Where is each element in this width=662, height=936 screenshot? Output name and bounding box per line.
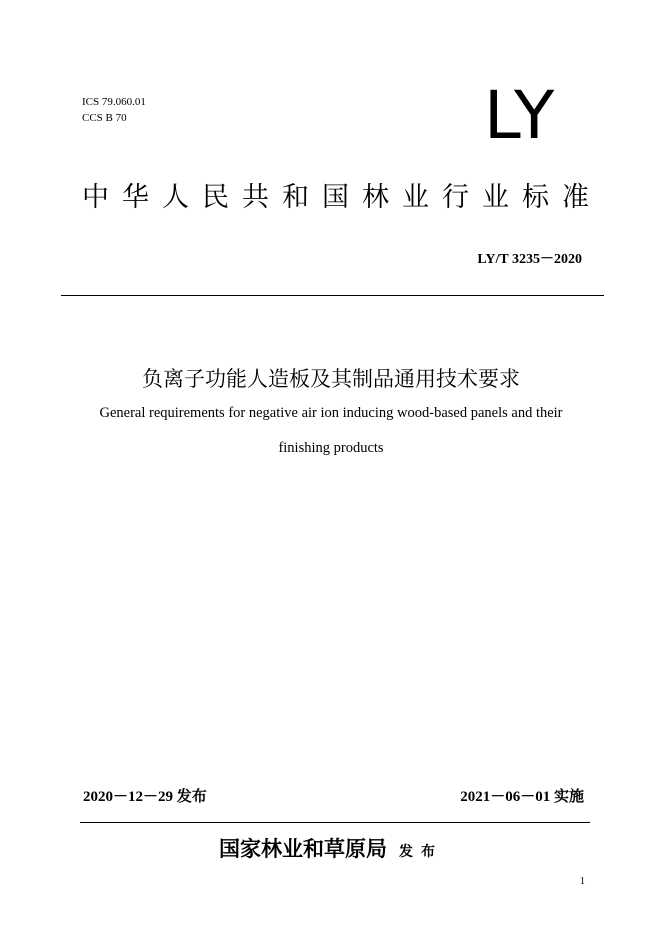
issue-date-value: 2020－12－29 [83, 789, 174, 805]
issuing-authority [0, 833, 662, 863]
page-number: 1 [580, 876, 585, 887]
standard-number: LY/T 3235－2020 [477, 252, 582, 267]
implementation-date [460, 785, 584, 806]
document-title-en-line1: General requirements for negative air ion inducing wood-based panels and their [99, 405, 563, 421]
issue-date-label: 发布 [176, 787, 207, 805]
implementation-date-value: 2021－06－01 [460, 789, 551, 805]
classification-codes [82, 94, 146, 126]
document-title-zh: 负离子功能人造板及其制品通用技术要求 [142, 367, 520, 391]
standard-category-title: 中华人民共和国林业行业标准 [82, 182, 602, 213]
ics-code: ICS 79.060.01 [82, 96, 146, 108]
document-title-en-line2: finishing products [278, 440, 384, 456]
bottom-divider [80, 822, 590, 823]
implementation-date-label: 实施 [553, 787, 584, 805]
ccs-code: CCS B 70 [82, 112, 127, 124]
issuing-organization: 国家林业和草原局 [219, 837, 387, 861]
issuing-action: 发布 [399, 844, 443, 860]
top-divider [61, 295, 604, 296]
industry-mark: LY [484, 77, 557, 154]
issue-date [83, 785, 207, 806]
